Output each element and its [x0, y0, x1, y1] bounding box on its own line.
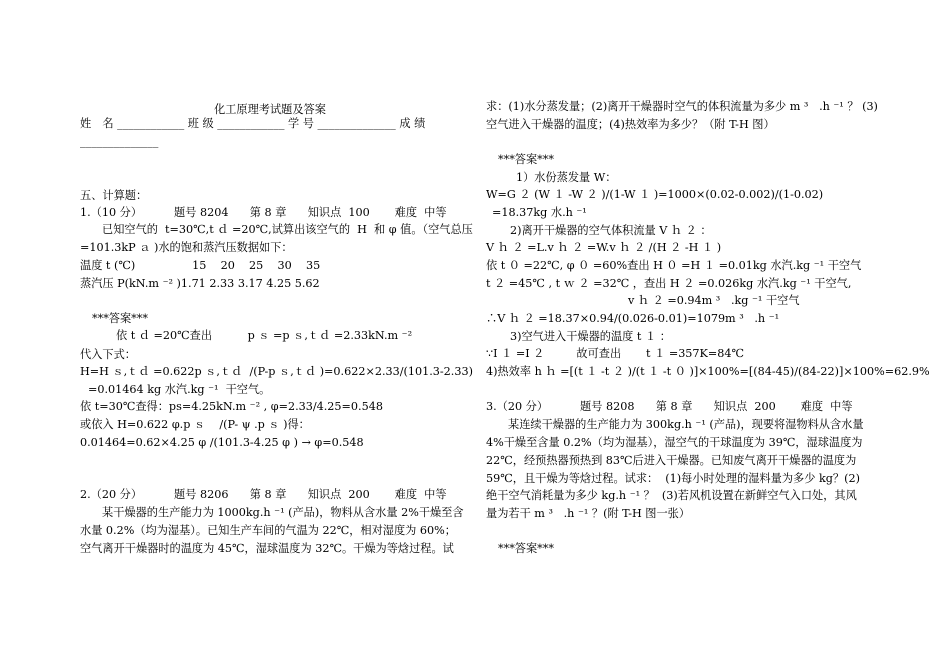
left-text-line: 某干燥器的生产能力为 1000kg.h ⁻¹ (产品)，物料从含水量 2%干燥至含: [102, 506, 464, 519]
left-text-line: 0.01464=0.62×4.25 φ /(101.3-4.25 φ ) → φ=0.548: [80, 436, 364, 449]
right-text-line: 求：(1)水分蒸发量；(2)离开干燥器时空气的体积流量为多少 m ³ .h ⁻¹ ？ (3): [486, 100, 878, 113]
right-text-line: ∵I １ =I ２ 故可查出 t １ =357K=84℃: [486, 347, 745, 360]
left-text-line: ______________: [80, 135, 159, 148]
right-text-line: 依 t ０ =22℃, φ ０ =60%查出 H ０ =H １ =0.01kg 水汽.kg ⁻¹ 干空气: [486, 259, 862, 272]
left-text-line: =0.01464 kg 水汽.kg ⁻¹ 干空气。: [88, 383, 271, 396]
left-text-line: 空气离开干燥器时的温度为 45℃，湿球温度为 32℃。干燥为等焓过程。试: [80, 542, 454, 555]
left-text-line: =101.3kP ａ )水的饱和蒸汽压数据如下：: [80, 241, 293, 254]
left-text-line: 水量 0.2%（均为湿基）。已知生产车间的气温为 22℃，相对湿度为 60%；: [80, 524, 456, 537]
left-text-line: 温度 t (℃) 15 20 25 30 35: [80, 259, 321, 272]
left-text-line: 五、计算题：: [80, 189, 148, 202]
left-text-line: 依 t ｄ =20℃查出 p ｓ =p ｓ,ｔｄ =2.33kN.m ⁻²: [116, 329, 413, 342]
right-text-line: 空气进入干燥器的温度；(4)热效率为多少？（附 T-H 图）: [486, 118, 775, 131]
right-text-line: v ｈ ２ =0.94m ³ .kg ⁻¹ 干空气: [628, 294, 800, 307]
right-text-line: 59℃，且干燥为等焓过程。试求： (1)每小时处理的湿料量为多少 kg？(2): [486, 472, 860, 485]
right-text-line: 4%干燥至含量 0.2%（均为湿基），湿空气的干球温度为 39℃，湿球温度为: [486, 436, 863, 449]
right-text-line: 3)空气进入干燥器的温度 t １ ：: [510, 330, 671, 343]
right-text-line: 22℃，经预热器预热到 83℃后进入干燥器。已知废气离开干燥器的温度为: [486, 454, 857, 467]
right-text-line: ***答案***: [498, 153, 554, 166]
left-text-line: 依 t=30℃查得：ps=4.25kN.m ⁻² , φ=2.33/4.25=0.548: [80, 400, 383, 413]
right-text-line: V ｈ ２ =L.v ｈ ２ =W.v ｈ ２ /(H ２ -H １ ): [486, 241, 722, 254]
left-text-line: ***答案***: [92, 312, 148, 325]
left-text-line: H=H ｓ,ｔｄ =0.622p ｓ,ｔｄ /(P-p ｓ,ｔｄ )=0.622×2.33/(101.3-2.33): [80, 365, 473, 378]
left-text-line: 已知空气的 t=30℃,t ｄ =20℃,试算出该空气的 H 和 φ 值。（空气总压: [102, 223, 473, 236]
page-title: 化工原理考试题及答案: [214, 103, 326, 116]
left-text-line: 或依入 H=0.622 φ.p ｓ /(P- ψ .p ｓ )得：: [80, 418, 310, 431]
left-text-line: 蒸汽压 P(kN.m ⁻² )1.71 2.33 3.17 4.25 5.62: [80, 277, 320, 290]
right-text-line: ∴V ｈ ２ =18.37×0.94/(0.026-0.01)=1079m ³ .h ⁻¹: [486, 312, 780, 325]
left-text-line: 2.（20 分） 题号 8206 第 8 章 知识点 200 难度 中等: [80, 488, 447, 501]
right-text-line: 3.（20 分） 题号 8208 第 8 章 知识点 200 难度 中等: [486, 400, 853, 413]
right-text-line: 某连续干燥器的生产能力为 300kg.h ⁻¹ (产品)，现要将湿物料从含水量: [508, 418, 864, 431]
right-text-line: 1）水份蒸发量 W：: [516, 171, 617, 184]
left-text-line: 姓 名 ____________ 班 级 ____________ 学 号 ______________ 成 绩: [80, 117, 426, 130]
right-text-line: ***答案***: [498, 542, 554, 555]
left-text-line: 1.（10 分） 题号 8204 第 8 章 知识点 100 难度 中等: [80, 206, 447, 219]
right-text-line: 4)热效率 h ｈ =[(t １ -t ２ )/(t １ -t ０ )]×100%=[(84-45)/(84-22)]×100%=62.9%: [486, 365, 930, 378]
right-text-line: 量为若干 m ³ .h ⁻¹ ？(附 T-H 图一张）: [486, 507, 691, 520]
right-text-line: 绝干空气消耗量为多少 kg.h ⁻¹ ？ (3)若风机设置在新鲜空气入口处，其风: [486, 489, 857, 502]
right-text-line: W=G ２ (W １ -W ２ )/(1-W １ )=1000×(0.02-0.002)/(1-0.02): [486, 188, 824, 201]
right-text-line: =18.37kg 水.h ⁻¹: [492, 206, 587, 219]
right-text-line: 2)离开干燥器的空气体积流量 V ｈ ２ ：: [510, 224, 712, 237]
left-text-line: 代入下式：: [80, 348, 136, 361]
right-text-line: t ２ =45℃ , t ｗ ２ =32℃ ，查出 H ２ =0.026kg 水汽.kg ⁻¹ 干空气,: [486, 277, 852, 290]
